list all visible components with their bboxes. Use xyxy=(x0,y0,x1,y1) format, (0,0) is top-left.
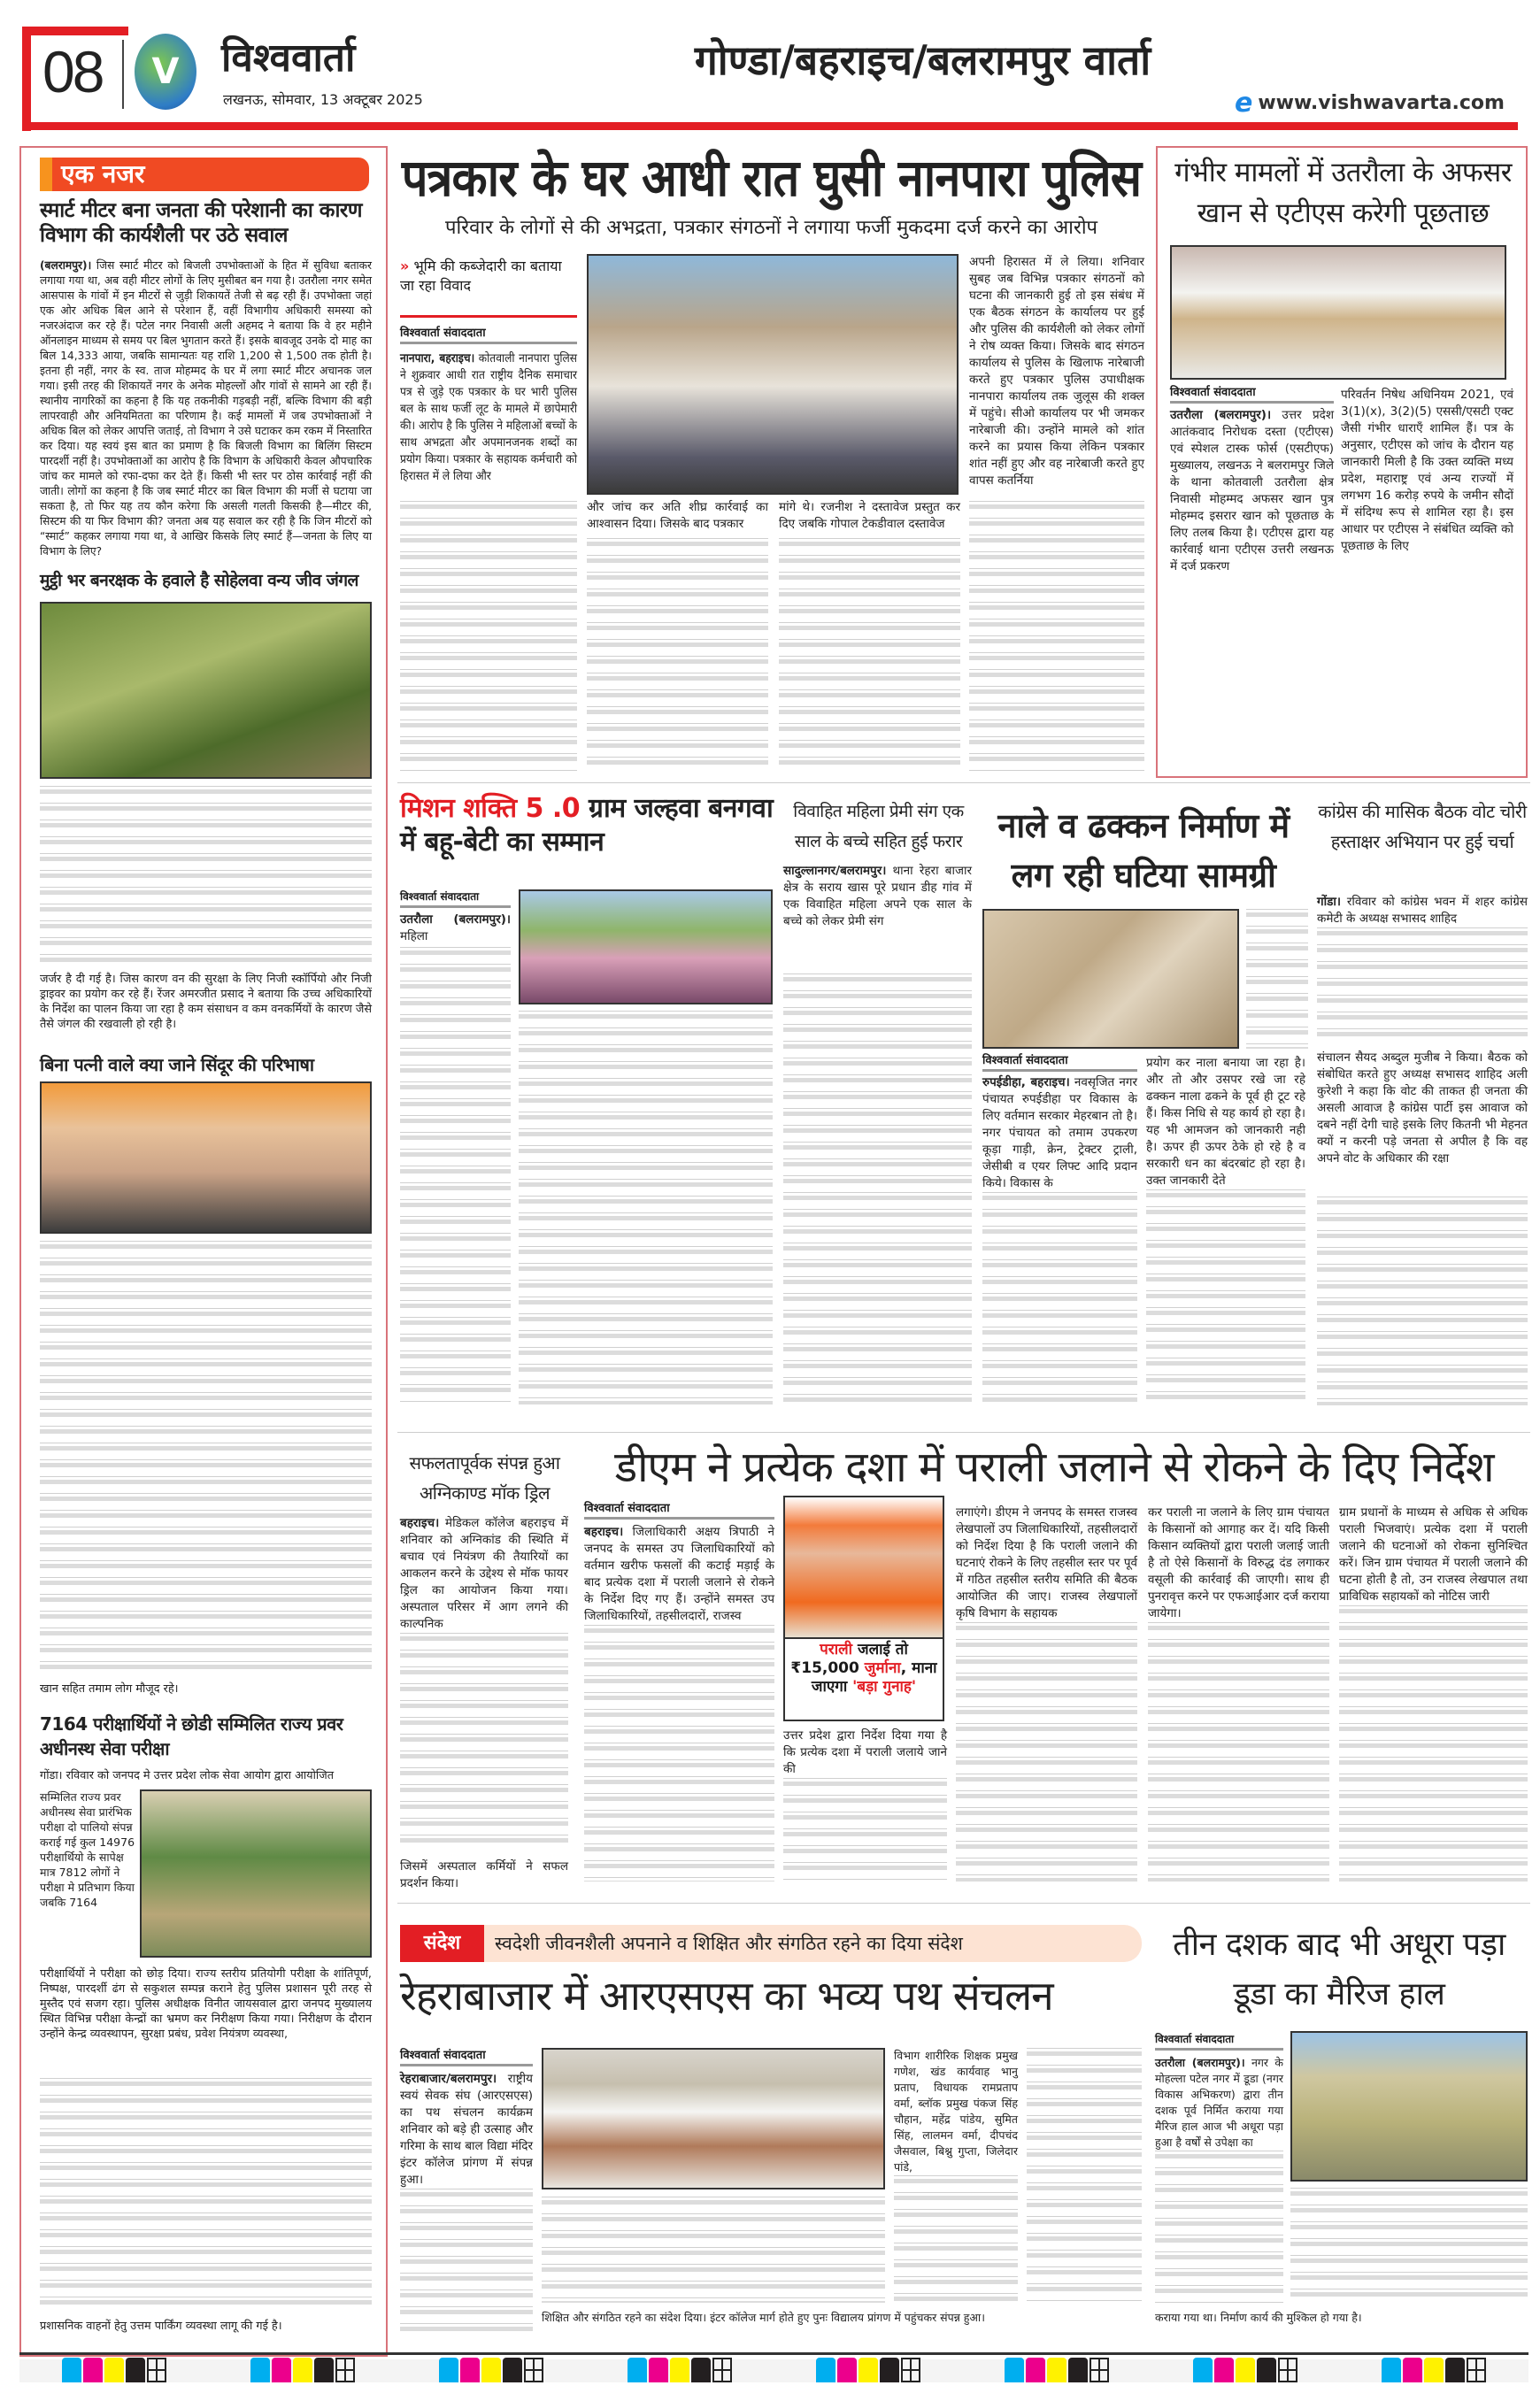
website-url: www.vishwavarta.com xyxy=(1258,91,1505,114)
ats-col1-text: उत्तर प्रदेश आतंकवाद निरोधक दस्ता (एटीएस) एवं स्पेशल टास्क फोर्स (एसटीएफ) मुख्यालय, लखनऊ ने बलरामपुर जिले के थाना कोतवाली उतरौला क्षेत्र निवासी मोहम्मद अफसर खान पुत्र मोहम्मद इसरार खान को पूछताछ के लिए तलब किया है। एटीएस द्वारा यह कार्रवाई थाना एटीएस उत्तरी लखनऊ में दर्ज प्रकरण xyxy=(1170,408,1334,573)
main-bullet xyxy=(400,257,577,312)
mission-shakti-rest: ग्राम जल्हवा बनगवा में बहू-बेटी का सम्मान xyxy=(400,793,774,858)
mission-body-filler xyxy=(400,947,511,1403)
photo-marriage-hall xyxy=(1290,2031,1528,2182)
main-body-col2-cont xyxy=(587,538,768,771)
congress-body xyxy=(1317,894,1528,1046)
main-body-col2-box xyxy=(587,499,768,535)
exam-lead-box xyxy=(40,1768,372,1786)
dateline-box xyxy=(223,90,489,112)
photo-police-walking xyxy=(1170,245,1506,380)
naale-col1-filler xyxy=(982,1192,1137,1404)
vivahit-body-text: थाना रेहरा बाजार क्षेत्र के सराय खास पूरे प्रधान डीह गांव में एक विवाहित महिला अपने एक साल के बच्चे को लेकर प्रेमी संग xyxy=(783,864,972,928)
callout-amount: ₹15,000 xyxy=(790,1659,865,1677)
main-body-left xyxy=(400,350,577,496)
dateline-balrampur: (बलरामपुर)। xyxy=(40,259,92,273)
naale-col2-text: प्रयोग कर नाला बनाया जा रहा है। और तो और उसपर रखे जा रहे ढक्कन नाला ढकने के पूर्व ही टूट रहे हैं। किस निधि से यह कार्य हो रहा है। यह भी आमजन को जानकारी नही है। ऊपर ही ऊपर ठेके हो रहे है व सरकारी धन का बंदरबांट हो रहा है। उक्त जानकारी देते xyxy=(1146,1056,1305,1188)
main-body-left-text: कोतवाली नानपारा पुलिस ने शुक्रवार आधी रात राष्ट्रीय दैनिक समाचार पत्र से जुड़े एक पत्रकार के घर भारी पुलिस बल के साथ फर्जी लूट के मामले में छापेमारी की। आरोप है कि पुलिस ने महिलाओं बच्चों के साथ अभद्रता और अपमानजनक शब्दों का प्रयोग किया। पत्रकार के सहायक कर्मचारी को हिरासत में ले लिया और xyxy=(400,351,577,483)
dm-col4-filler xyxy=(1339,1605,1528,1882)
vivahit-body xyxy=(783,863,972,967)
headline-vivahit-box xyxy=(783,796,974,858)
congress-body-2: संचालन सैयद अब्दुल मुजीब ने किया। बैठक को संबोधित करते हुए अध्यक्ष सभासद शाहिद अली कुरेशी ने कहा कि वोट की ताकत ही जनता की असली आवाज है कांग्रेस पार्टी इस आवाज को दबने नहीं देगी चाहे इसके लिए कितनी भी मेहनत क्यों न करनी पड़े जनता से अपील है कि वह अपने वोट के अधिकार की रक्षा xyxy=(1317,1050,1528,1166)
dm-callout xyxy=(787,1641,941,1697)
main-body-col3: मांगे थे। रजनीश ने दस्तावेज प्रस्तुत कर दिए जबकि गोपाल टेकडीवाल दस्तावेज xyxy=(779,500,960,531)
dm-callout-box xyxy=(787,1641,941,1719)
main-body-right: अपनी हिरासत में ले लिया। शनिवार सुबह जब विभिन्न पत्रकार संगठनों को घटना की जानकारी हुई तो इस संबंध में एक बैठक संगठन के कार्यालय पर हुई और पुलिस की कार्यशैली को लेकर लोगों ने रोष व्यक्त किया। जिसके बाद संगठन कार्यालय से पुलिस के खिलाफ नारेबाजी करते हुए पत्रकार पुलिस उपाधीक्षक नानपारा कार्यालय तक जुलूस की शक्ल में पहुंचे। सीओ कार्यालय पर भी जमकर नारेबाजी की। उन्होंने मामले को शांत करने का प्रयास किया लेकिन पत्रकार शांत नहीं हुए और वह नारेबाजी करते हुए वापस कतर्निया xyxy=(969,255,1144,488)
dm-body-col2 xyxy=(956,1504,1137,1883)
dm-col3-filler xyxy=(1148,1622,1329,1882)
naale-body-col2 xyxy=(1146,1055,1305,1406)
dm-col1-text: जिलाधिकारी अक्षय त्रिपाठी ने जनपद के समस्त उप जिलाधिकारियों को वर्तमान खरीफ फसलों की कटाई मड़ाई के बाद प्रत्येक दशा में पराली जलाने से रोकने के निर्देश दिए गए हैं। उन्होंने समस्त उप जिलाधिकारियों, तहसीलदारों, राजस्व xyxy=(584,1525,774,1623)
bullet-text: भूमि की कब्जेदारी का बताया जा रहा विवाद xyxy=(400,258,562,294)
mission-byline-box xyxy=(400,889,511,908)
dm-col2-filler xyxy=(956,1622,1137,1882)
exam-body-end-box xyxy=(40,2319,372,2336)
naale-body-col1 xyxy=(982,1074,1137,1406)
duda-body-text: नगर के मोहल्ला पटेल नगर में डूडा (नगर विकास अभिकरण) द्वारा तीन दशक पूर्व निर्मित कराया गया मैरिज हाल आज भी अधूरा पड़ा हुआ है वर्षों से उपेक्षा का xyxy=(1155,2056,1283,2149)
main-body-col3-box xyxy=(779,499,960,535)
main-bullet-rule xyxy=(400,315,577,318)
mock-drill-dateline: बहराइच। xyxy=(400,1516,440,1530)
vivahit-body-filler xyxy=(783,973,972,1405)
exam-body-filler xyxy=(40,2078,372,2313)
duda-byline-box xyxy=(1155,2032,1283,2051)
rss-byline: विश्ववार्ता संवाददाता xyxy=(400,2049,486,2062)
main-body-col2: और जांच कर अति शीघ्र कार्रवाई का आश्वासन दिया। जिसके बाद पत्रकार xyxy=(587,500,768,531)
headline-exam: 7164 परीक्षार्थियों ने छोडी सम्मिलित राज्य प्रवर अधीनस्थ सेवा परीक्षा xyxy=(40,1713,343,1759)
cmyk-marks xyxy=(816,2358,920,2382)
headline-vivahit: विवाहित महिला प्रेमी संग एक साल के बच्चे सहित हुई फरार xyxy=(793,802,964,851)
rss-col4-filler xyxy=(1027,2048,1142,2303)
section-title: गोण्डा/बहराइच/बलरामपुर वार्ता xyxy=(694,36,1151,84)
congress-body-2-box xyxy=(1317,1050,1528,1191)
dm-body-col1 xyxy=(584,1524,774,1883)
headline-dm-box xyxy=(580,1441,1528,1496)
masthead-divider xyxy=(122,40,124,109)
exam-body-box xyxy=(40,1966,372,2073)
headline-mock-drill: सफलतापूर्वक संपन्न हुआ अग्निकाण्ड मॉक ड्रिल xyxy=(409,1452,560,1504)
dm-col3-text: कर पराली ना जलाने के लिए ग्राम पंचायत के किसानों को आगाह कर दें। यदि किसी किसान व्यक्तियों द्वारा पराली जलाई जाती है तो ऐसे किसानों के विरुद्ध दंड लगाकर वसूली की कार्रवाई की जाएगी। साथ ही पुनरावृत्त करने पर एफआईआर दर्ज कराया जायेगा। xyxy=(1148,1505,1329,1620)
headline-mission-shakti-box xyxy=(400,792,776,884)
duda-byline: विश्ववार्ता संवाददाता xyxy=(1155,2033,1235,2045)
page-number-box xyxy=(42,39,120,110)
sandesh-strip xyxy=(400,1925,1142,1962)
naale-col2-filler xyxy=(1146,1189,1305,1404)
footer-rule xyxy=(19,2352,1528,2355)
main-body-col4-cont xyxy=(969,501,1144,771)
main-byline-box xyxy=(400,326,577,344)
dm-under-photo-filler xyxy=(783,1778,947,1882)
main-dateline: नानपारा, बहराइच। xyxy=(400,351,475,366)
callout-jalai: जलाई तो xyxy=(852,1641,908,1658)
exam-side-text: सम्मिलित राज्य प्रवर अधीनस्थ सेवा प्रारंभिक परीक्षा दो पालियो संपन्न कराई गई कुल 14976 परीक्षार्थियो के सापेक्ष मात्र 7812 लोगों ने परीक्षा मे प्रतिभाग किया जबकि 7164 xyxy=(40,1790,135,1909)
dm-col2-text: लगाएंगे। डीएम ने जनपद के समस्त राजस्व लेखपालों उप जिलाधिकारियों, तहसीलदारों को निर्देश दिया है कि पराली जलाने की घटनाएं रोकने के लिए तहसील स्तर पर पूर्व में गठित तहसील स्तरीय समिति की बैठक आयोजित की जाए। राजस्व लेखपालों कृषि विभाग के सहायक xyxy=(956,1505,1137,1620)
headline-naale-box xyxy=(981,801,1306,902)
rss-col1-filler xyxy=(400,2189,533,2335)
story-forest-body-end-box xyxy=(40,972,372,1048)
duda-body-filler xyxy=(1155,2151,1283,2303)
headline-exam-box xyxy=(40,1712,376,1765)
main-subhead: परिवार के लोगों से की अभद्रता, पत्रकार संगठनों ने लगाया फर्जी मुकदमा दर्ज करने का आरोप xyxy=(444,217,1098,239)
rss-body-col3 xyxy=(894,2048,1018,2303)
masthead-bottom-red-rule xyxy=(22,122,1518,130)
duda-dateline: उतरौला (बलरामपुर)। xyxy=(1155,2056,1245,2069)
mission-body-col2 xyxy=(519,1011,773,1404)
headline-congress: कांग्रेस की मासिक बैठक वोट चोरी हस्ताक्षर अभियान पर हुई चर्चा xyxy=(1318,801,1527,852)
headline-smart-meter-box xyxy=(40,198,376,251)
exam-body-end: प्रशासनिक वाहनों हेतु उत्तम पार्किंग व्यवस्था लागू की गई है। xyxy=(40,2320,282,2333)
dm-body-col4 xyxy=(1339,1504,1528,1883)
headline-rss: रेहराबाजार में आरएसएस का भव्य पथ संचलन xyxy=(400,1972,1053,2020)
story-smart-meter-body xyxy=(40,258,372,559)
row-rule-2 xyxy=(397,1432,1530,1433)
dm-under-photo-text: उत्तर प्रदेश द्वारा निर्देश दिया गया है कि प्रत्येक दशा में पराली जलाये जाने की xyxy=(783,1728,947,1776)
sandesh-text: स्वदेशी जीवनशैली अपनाने व शिक्षित और संगठित रहने का दिया संदेश xyxy=(495,1933,963,1954)
mission-byline: विश्ववार्ता संवाददाता xyxy=(400,890,480,903)
duda-body-col2-filler xyxy=(1290,2188,1528,2303)
sandesh-text-box xyxy=(495,1925,1128,1962)
ats-byline-box xyxy=(1170,385,1334,404)
main-byline: विश्ववार्ता संवाददाता xyxy=(400,327,486,340)
headline-sindoor: बिना पत्नी वाले क्या जाने सिंदूर की परिभाषा xyxy=(40,1054,314,1075)
photo-exam-officials xyxy=(140,1789,372,1958)
headline-ats: गंभीर मामलों में उतरौला के अफसर खान से एटीएस करेगी पूछताछ xyxy=(1174,157,1512,229)
story-sindoor-body-filler xyxy=(40,1241,372,1674)
headline-ats-box xyxy=(1168,152,1518,241)
mission-body xyxy=(400,912,511,1403)
mission-dateline: उतरौला (बलरामपुर)। xyxy=(400,912,511,927)
callout-parali: पराली xyxy=(820,1641,853,1658)
story-forest-body-end: जर्जर है दी गई है। जिस कारण वन की सुरक्षा के लिए निजी स्कॉर्पियो और निजी ड्राइवर का प्रयोग कर रहे हैं। रेंजर अमरजीत प्रसाद ने बताया कि उच्च अधिकारियों के निर्देश का पालन किया जा रहा है कम संसाधन व कम वनकर्मियों के कारण जैसे तैसे जंगल की रखवाली हो रही है। xyxy=(40,973,372,1031)
paper-name: विश्ववार्ता xyxy=(221,35,356,81)
congress-body-text: रविवार को कांग्रेस भवन में शहर कांग्रेस कमेटी के अध्यक्ष सभासद शाहिद xyxy=(1317,895,1528,926)
logo-letter: V xyxy=(151,51,180,92)
headline-smart-meter: स्मार्ट मीटर बना जनता की परेशानी का कारण विभाग की कार्यशैली पर उठे सवाल xyxy=(40,199,362,247)
dateline: लखनऊ, सोमवार, 13 अक्टूबर 2025 xyxy=(223,91,423,108)
ek-nazar-label: एक नजर xyxy=(61,159,145,189)
masthead-top-red-bar xyxy=(22,27,128,35)
rss-body-col1 xyxy=(400,2071,533,2336)
double-chevron-icon: » xyxy=(400,258,410,274)
naale-col1-text: नवसृजित नगर पंचायत रुपईडीहा पर विकास के लिए वर्तमान सरकार मेहरबान तो है। नगर पंचायत को तमाम उपकरण कूड़ा गाड़ी, क्रेन, ट्रेक्टर ट्राली, जेसीबी व एयर लिफ्ट आदि प्रदान किये। विकास के xyxy=(982,1075,1137,1190)
naale-byline-box xyxy=(982,1053,1137,1072)
mock-drill-body-end-box xyxy=(400,1858,568,1894)
section-title-box xyxy=(620,34,1226,88)
callout-mana: , माना जाएगा xyxy=(811,1659,937,1696)
photo-women-group xyxy=(519,889,773,1004)
mock-drill-filler xyxy=(400,1633,568,1851)
photo-journalists-police xyxy=(587,254,959,495)
main-body-col1-cont xyxy=(400,501,577,771)
duda-body-end-box xyxy=(1155,2310,1528,2345)
headline-dm: डीएम ने प्रत्येक दशा में पराली जलाने से रोकने के दिए निर्देश xyxy=(614,1443,1494,1492)
main-body-right-box xyxy=(969,254,1144,496)
rss-col3-filler xyxy=(894,2175,1018,2301)
headline-naale: नाले व ढक्कन निर्माण में लग रही घटिया सामग्री xyxy=(997,806,1290,895)
main-headline: पत्रकार के घर आधी रात घुसी नानपारा पुलिस xyxy=(401,148,1142,208)
headline-duda-box xyxy=(1151,1920,1528,2023)
congress-body-filler-2 xyxy=(1317,1197,1528,1405)
naale-side-filler xyxy=(1246,909,1308,1049)
callout-bada-gunah: 'बड़ा गुनाह' xyxy=(852,1678,917,1696)
headline-congress-box xyxy=(1317,796,1528,889)
headline-duda: तीन दशक बाद भी अधूरा पड़ा डूडा का मैरिज हाल xyxy=(1173,1927,1505,2012)
exam-body: परीक्षार्थियों ने परीक्षा को छोड़ दिया। राज्य स्तरीय प्रतियोगी परीक्षा के शांतिपूर्ण, निष्पक्ष, पारदर्शी ढंग से सकुशल सम्पन्न कराने हेतु पुलिस प्रशासन पूरी तरह से मुस्तैद एवं सजग रहा। पुलिस अधीक्षक विनीत जायसवाल द्वारा जनपद मुख्यालय स्थित विभिन्न परीक्षा केन्द्रों का भ्रमण कर निरीक्षण किया गया। निरीक्षण के दौरान उन्होंने केन्द्र व्यवस्थापन, सुरक्षा प्रबंध, प्रवेश नियंत्रण व्यवस्था, xyxy=(40,1967,372,2041)
mock-drill-body-end: जिसमें अस्पताल कर्मियों ने सफल प्रदर्शन किया। xyxy=(400,1859,568,1890)
naale-byline: विश्ववार्ता संवाददाता xyxy=(982,1054,1068,1067)
headline-mission-shakti xyxy=(400,792,776,859)
rss-col2-filler xyxy=(542,2197,885,2303)
cmyk-marks xyxy=(1193,2358,1297,2382)
congress-dateline: गोंडा। xyxy=(1317,895,1341,909)
dm-col4-text: ग्राम प्रधानों के माध्यम से अधिक से अधिक पराली भिजवाएं। प्रत्येक दशा में पराली जलाने की घटनाओं को रोकना सुनिश्चित करें। जिन ग्राम पंचायत में पराली जलाने की घटना होती है तो, उन राजस्व लेखपाल तथा प्राविधिक सहायकों को नोटिस जारी xyxy=(1339,1505,1528,1604)
ats-byline: विश्ववार्ता संवाददाता xyxy=(1170,386,1256,399)
photo-political-leaders xyxy=(40,1081,372,1234)
headline-sindoor-box xyxy=(40,1052,376,1079)
main-subhead-box xyxy=(397,216,1145,242)
story-forest-body-filler xyxy=(40,786,372,967)
mock-drill-body xyxy=(400,1515,568,1853)
cmyk-marks xyxy=(62,2358,166,2382)
cmyk-marks xyxy=(628,2358,732,2382)
rss-col3-text: विभाग शारीरिक शिक्षक प्रमुख गणेश, खंड कार्यवाह भानु प्रताप, विधायक रामप्रताप वर्मा, ब्लॉक प्रमुख पंकज सिंह चौहान, महेंद्र पांडेय, सुमित सिंह, लालमन वर्मा, दीपचंद जैसवाल, बिश्नु गुप्ता, जिलेदार पांडे, xyxy=(894,2049,1018,2174)
mock-drill-text: मेडिकल कॉलेज बहराइच में शनिवार को अग्निकांड की स्थिति में बचाव एवं नियंत्रण की तैयारियों का आकलन करने के उद्देश्य से मॉक फायर ड्रिल का आयोजन किया गया। अस्पताल परिसर में आग लगने की काल्पनिक xyxy=(400,1516,569,1631)
smart-meter-text: जिस स्मार्ट मीटर को बिजली उपभोक्ताओं के हित में सुविधा बताकर लगाया गया था, अब वही मीटर लोगों के लिए मुसीबत बन गया है। उतरौला नगर समेत आसपास के गांवों में इन मीटरों से जुड़ी शिकायतें तेजी से बढ़ रही हैं। उपभोक्ता जहां एक ओर अधिक बिल आने से परेशान हैं, वहीं विभागीय अधिकारी समस्या को नजरअंदाज कर रहे हैं। पटेल नगर निवासी अली अहमद ने बताया कि वे हर महीने ऑनलाइन माध्यम से समय पर बिल भुगतान करते हैं। इसके बावजूद उनके दो माह का बिल 14,333 आया, जबकि सामान्यतः यह राशि 1,200 से 1,500 तक होती है। इतना ही नहीं, नगर के स्व. ताज मोहम्मद के घर में लगा स्मार्ट मीटर अचानक जल गया। इसी तरह की शिकायतें नगर के अनेक मोहल्लों और गांवों से सामने आ रही हैं। स्थानीय नागरिकों का कहना है कि यह तकनीकी गड़बड़ी नहीं, बल्कि विभाग की बड़ी लापरवाही और अनियमितता का परिणाम है। कई मामलों में जब उपभोक्ताओं ने अधिक बिल को लेकर आपत्ति जताई, तो विभाग ने उसे घटाकर कम रकम में निस्तारित कर दिया। यह स्वयं इस बात का प्रमाण है कि बिजली विभाग का बिलिंग सिस्टम पारदर्शी नहीं है। उपभोक्ताओं का आरोप है कि विभाग के अधिकारी केवल औपचारिक जांच कर मामले को रफा-दफा कर देते हैं। किसी भी स्तर पर ठोस कार्रवाई नहीं की जाती। लोगों का कहना है कि जब स्मार्ट मीटर का बिल विभाग की मर्जी से घटाया जा सकता है, तो फिर यह तय कौन करेगा कि असली गलती किसकी है—मीटर की, सिस्टम की या फिर विभाग की? जनता अब यह सवाल कर रही है कि जिन मीटरों को “स्मार्ट” कहकर लगाया गया था, वे आखिर किसके लिए स्मार्ट हैं—जनता के लिए या विभाग के लिए? xyxy=(40,259,373,558)
headline-rss-box xyxy=(400,1970,1142,2023)
browser-e-icon: e xyxy=(1235,88,1253,119)
story-sindoor-body-end-box xyxy=(40,1681,372,1699)
rss-body-end-box xyxy=(542,2310,1142,2345)
masthead-left-red-bar xyxy=(22,27,31,131)
page-number: 08 xyxy=(42,39,103,104)
paper-name-box xyxy=(221,34,451,85)
naale-dateline: रुपईडीहा, बहराइच। xyxy=(982,1075,1070,1089)
dm-body-col3 xyxy=(1148,1504,1329,1883)
photo-forest-sign xyxy=(40,602,372,779)
duda-body xyxy=(1155,2055,1283,2305)
dm-byline-box xyxy=(584,1501,774,1520)
rss-col1-text: राष्ट्रीय स्वयं सेवक संघ (आरएसएस) का पथ संचलन कार्यक्रम शनिवार को बड़े ही उत्साह और गरिमा के साथ बाल विद्या मंदिर इंटर कॉलेज प्रांगण में संपन्न हुआ। xyxy=(400,2072,533,2187)
dm-under-photo xyxy=(783,1728,947,1883)
website-link[interactable] xyxy=(1235,88,1518,119)
rss-dateline: रेहराबाजार/बलरामपुर। xyxy=(400,2072,497,2086)
photo-broken-drain-cover xyxy=(982,909,1239,1049)
main-headline-box xyxy=(397,147,1145,211)
dm-photo-box xyxy=(783,1496,944,1721)
callout-jurmana: जुर्माना xyxy=(864,1659,901,1677)
ats-body-col2: परिवर्तन निषेध अधिनियम 2021, एवं 3(1)(x), 3(2)(5) एससी/एसटी एक्ट जैसी गंभीर धाराएँ शामिल हैं। पत्र के अनुसार, एटीएस को जांच के दौरान यह जानकारी मिली है कि उक्त व्यक्ति मध्य प्रदेश, महाराष्ट्र एवं अन्य राज्यों में लगभग 16 करोड़ रुपये के जमीन सौदों में संदिग्ध रूप से शामिल रहा है। इस आधार पर एटीएस ने संबंधित व्यक्ति को पूछताछ के लिए xyxy=(1341,388,1513,553)
headline-mock-drill-box xyxy=(398,1448,571,1510)
rss-byline-box xyxy=(400,2048,533,2066)
ek-nazar-banner xyxy=(40,158,369,191)
dm-dateline: बहराइच। xyxy=(584,1525,624,1539)
ats-body-col2-box xyxy=(1341,387,1513,770)
ats-body-col1 xyxy=(1170,407,1334,770)
cmyk-marks xyxy=(1382,2358,1486,2382)
color-registration-strip xyxy=(19,2359,1528,2382)
cmyk-marks xyxy=(1005,2358,1109,2382)
ats-dateline: उतरौला (बलरामपुर)। xyxy=(1170,408,1272,422)
cmyk-marks xyxy=(439,2358,543,2382)
story-sindoor-body-end: खान सहित तमाम लोग मौजूद रहे। xyxy=(40,1682,179,1696)
row-rule-3 xyxy=(397,1903,1530,1904)
photo-rss-volunteers xyxy=(542,2048,885,2189)
headline-sohelwa-forest: मुट्ठी भर बनरक्षक के हवाले है सोहेलवा वन्य जीव जंगल xyxy=(40,571,358,590)
photo-chief-minister xyxy=(785,1497,943,1639)
sandesh-label: संदेश xyxy=(400,1925,484,1962)
exam-side-text-box xyxy=(40,1789,135,1962)
paper-logo xyxy=(135,34,196,110)
vivahit-dateline: सादुल्लानगर/बलरामपुर। xyxy=(783,864,887,878)
dm-col1-filler xyxy=(584,1625,774,1882)
mission-body-text: महिला xyxy=(400,929,428,943)
main-body-col3-cont xyxy=(779,538,960,771)
row-rule xyxy=(397,782,1530,783)
dm-byline: विश्ववार्ता संवाददाता xyxy=(584,1502,670,1515)
mission-shakti-highlight: मिशन शक्ति 5 .0 xyxy=(400,793,581,824)
exam-lead: गोंडा। रविवार को जनपद मे उत्तर प्रदेश लोक सेवा आयोग द्वारा आयोजित xyxy=(40,1769,334,1782)
cmyk-marks xyxy=(250,2358,355,2382)
congress-body-filler xyxy=(1317,927,1528,1044)
headline-sohelwa-forest-box xyxy=(40,568,376,596)
duda-body-end: कराया गया था। निर्माण कार्य की मुश्किल हो गया है। xyxy=(1155,2311,1362,2324)
rss-body-end: शिक्षित और संगठित रहने का संदेश दिया। इंटर कॉलेज मार्ग होते हुए पुनः विद्यालय प्रांगण में पहुंचकर संपन्न हुआ। xyxy=(542,2311,985,2324)
